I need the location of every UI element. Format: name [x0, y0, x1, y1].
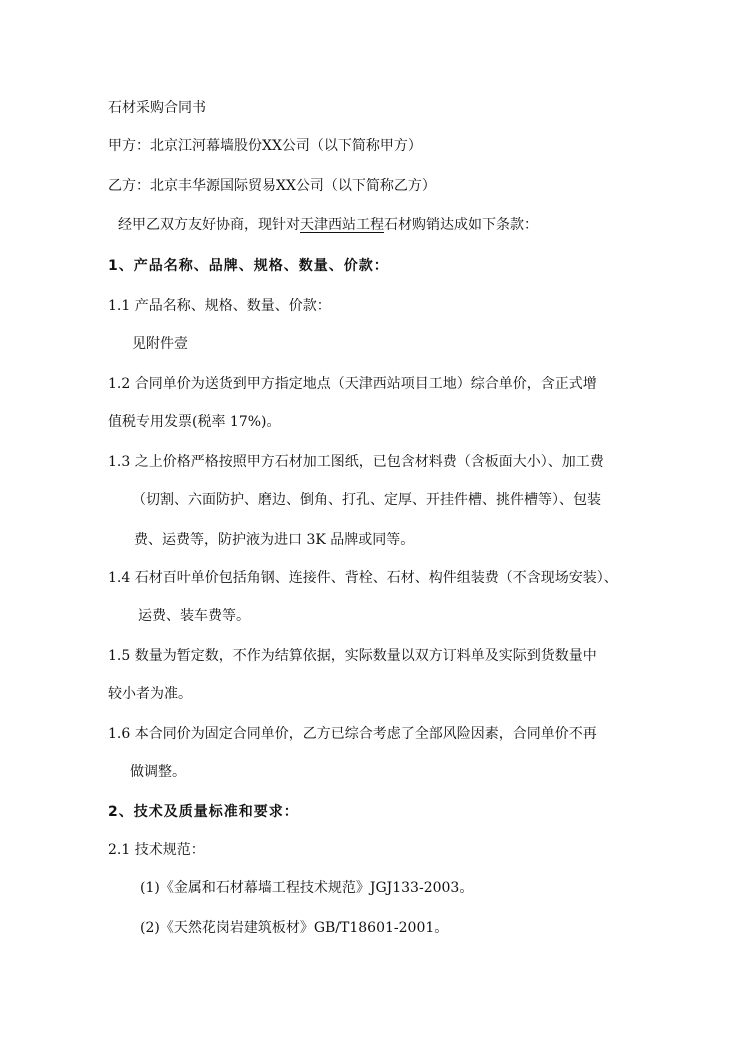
clause-1-5-line-1: 1.5 数量为暂定数，不作为结算依据，实际数量以双方订料单及实际到货数量中 [108, 648, 597, 664]
clause-1-5-line-2: 较小者为准。 [108, 686, 192, 702]
clause-2-1: 2.1 技术规范： [108, 842, 205, 858]
party-a-line: 甲方：北京江河幕墙股份XX公司（以下简称甲方） [108, 138, 422, 154]
clause-1-6-line-2: 做调整。 [130, 764, 186, 780]
clause-1-4-line-1: 1.4 石材百叶单价包括角钢、连接件、背栓、石材、构件组装费（不含现场安装）、 [108, 570, 618, 586]
clause-1-1-detail: 见附件壹 [132, 336, 188, 352]
clause-1-4-line-2: 运费、装车费等。 [138, 608, 250, 624]
clause-1-1: 1.1 产品名称、规格、数量、价款： [108, 298, 331, 314]
clause-1-2-line-2: 值税专用发票(税率 17%)。 [108, 414, 281, 430]
clause-2-1-item-1: (1)《金属和石材幕墙工程技术规范》JGJ133-2003。 [140, 880, 474, 896]
section-2-heading: 2、技术及质量标准和要求： [108, 804, 299, 820]
clause-1-3-line-2: （切割、六面防护、磨边、倒角、打孔、定厚、开挂件槽、挑件槽等）、包装 [132, 492, 601, 508]
document-title: 石材采购合同书 [108, 100, 206, 116]
project-name-underlined: 天津西站工程 [300, 217, 384, 233]
clause-1-2-line-1: 1.2 合同单价为送货到甲方指定地点（天津西站项目工地）综合单价，含正式增 [108, 376, 597, 392]
clause-1-6-line-1: 1.6 本合同价为固定合同单价，乙方已综合考虑了全部风险因素，合同单价不再 [108, 726, 597, 742]
clause-1-3-line-3: 费、运费等，防护液为进口 3K 品牌或同等。 [134, 532, 415, 548]
intro-after: 石材购销达成如下条款： [384, 217, 538, 233]
party-b-line: 乙方：北京丰华源国际贸易XX公司（以下简称乙方） [108, 178, 436, 194]
intro-paragraph [118, 215, 538, 235]
intro-before: 经甲乙双方友好协商，现针对 [118, 217, 300, 233]
section-1-heading: 1、产品名称、品牌、规格、数量、价款： [108, 258, 389, 274]
clause-1-3-line-1: 1.3 之上价格严格按照甲方石材加工图纸，已包含材料费（含板面大小）、加工费 [108, 454, 604, 470]
clause-2-1-item-2: (2)《天然花岗岩建筑板材》GB/T18601-2001。 [140, 920, 449, 936]
